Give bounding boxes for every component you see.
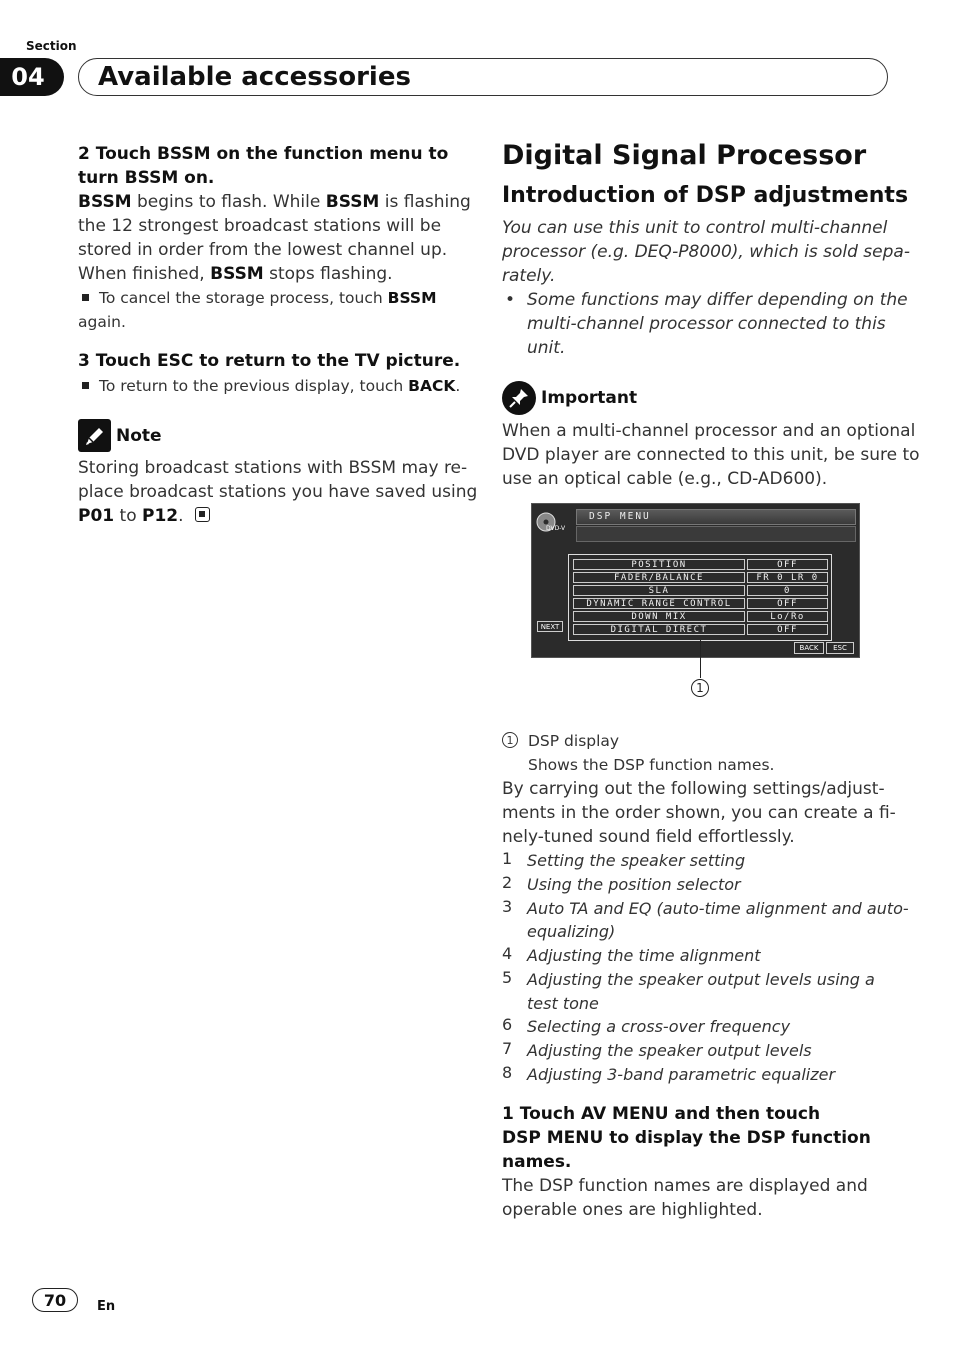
bssm-paragraph-line-3: stored in order from the lowest channel up.	[78, 240, 448, 260]
note-heading	[78, 419, 162, 452]
step-1-title-line-3: names.	[502, 1152, 572, 1172]
dsp-function-list	[568, 554, 832, 641]
step-2-title-line-2: turn BSSM on.	[78, 168, 215, 188]
caption-title: DSP display	[528, 732, 620, 750]
list-item-number: 3	[502, 897, 513, 916]
list-item-number: 4	[502, 944, 513, 963]
dvd-source-icon	[534, 510, 572, 536]
intro-bullet-line-2: multi-channel processor connected to this	[527, 314, 886, 334]
list-item: Adjusting the speaker output levels	[527, 1041, 812, 1060]
section-number: 04	[0, 58, 64, 96]
caption-number: 1	[502, 732, 518, 748]
list-item: Selecting a cross-over frequency	[527, 1017, 791, 1036]
source-label: DVD-V	[546, 525, 566, 532]
body-line-2: ments in the order shown, you can create a fi-	[502, 803, 896, 823]
caption-description: Shows the DSP function names.	[528, 756, 775, 774]
intro-bullet-line-3: unit.	[527, 338, 566, 358]
preset-term: P12	[142, 506, 179, 526]
step-1-title-line-1: 1 Touch AV MENU and then touch	[502, 1104, 821, 1124]
back-button[interactable]: BACK	[794, 642, 824, 654]
dsp-row-value: OFF	[747, 598, 828, 609]
list-item: Auto TA and EQ (auto-time alignment and auto-	[527, 899, 909, 918]
body-line-1: By carrying out the following settings/adjust-	[502, 779, 885, 799]
step-1-body-line-1: The DSP function names are displayed and	[502, 1176, 868, 1196]
list-item-continuation: equalizing)	[527, 922, 616, 941]
note-line-1: Storing broadcast stations with BSSM may re-	[78, 458, 468, 478]
note-line-2: place broadcast stations you have saved using	[78, 482, 478, 502]
dsp-menu-screen	[531, 503, 860, 658]
important-label: Important	[541, 388, 638, 408]
note-label: Note	[116, 425, 162, 446]
dsp-row-name[interactable]: SLA	[573, 585, 745, 596]
list-item: Adjusting the speaker output levels using a	[527, 970, 875, 989]
list-item-continuation: test tone	[527, 994, 599, 1013]
list-item-number: 2	[502, 873, 513, 892]
intro-bullet-line-1: Some functions may differ depending on the	[527, 290, 908, 310]
body-line-3: nely-tuned sound field effortlessly.	[502, 827, 795, 847]
preset-term: P01	[78, 506, 115, 526]
list-item-number: 6	[502, 1015, 513, 1034]
pin-important-icon	[502, 381, 536, 415]
list-item-number: 8	[502, 1063, 513, 1082]
end-mark-icon	[195, 507, 210, 522]
menu-subtitle-bar	[576, 526, 856, 542]
dsp-row-name[interactable]: POSITION	[573, 559, 745, 570]
bssm-paragraph-line-2: the 12 strongest broadcast stations will be	[78, 216, 442, 236]
dsp-row-name[interactable]: DYNAMIC RANGE CONTROL	[573, 598, 745, 609]
list-item-number: 5	[502, 968, 513, 987]
dsp-row-name[interactable]: FADER/BALANCE	[573, 572, 745, 583]
bssm-term: BSSM	[387, 289, 437, 307]
intro-line-2: processor (e.g. DEQ-P8000), which is sold sepa-	[502, 242, 910, 262]
square-bullet-icon	[82, 294, 89, 301]
bssm-paragraph-line-4: When finished, BSSM stops flashing.	[78, 264, 393, 284]
heading-introduction-dsp: Introduction of DSP adjustments	[502, 183, 909, 208]
square-bullet-icon	[82, 382, 89, 389]
dsp-row-value: OFF	[747, 559, 828, 570]
important-line-1: When a multi-channel processor and an optional	[502, 421, 916, 441]
callout-number: 1	[691, 679, 709, 697]
step-1-title-line-2: DSP MENU to display the DSP function	[502, 1128, 871, 1148]
dsp-row-name[interactable]: DOWN MIX	[573, 611, 745, 622]
bssm-term: BSSM	[78, 192, 132, 212]
menu-title-bar	[576, 509, 856, 525]
list-item-number: 1	[502, 849, 513, 868]
important-line-2: DVD player are connected to this unit, be sure to	[502, 445, 920, 465]
back-bullet: To return to the previous display, touch BACK.	[82, 374, 460, 398]
dsp-row-value: OFF	[747, 624, 828, 635]
cancel-bullet-line-1: To cancel the storage process, touch BSSM	[82, 286, 437, 310]
dsp-row-name[interactable]: DIGITAL DIRECT	[573, 624, 745, 635]
section-label: Section	[26, 39, 77, 53]
note-line-3: P01 to P12.	[78, 504, 210, 528]
step-2-title-line-1: 2 Touch BSSM on the function menu to	[78, 144, 449, 164]
intro-line-1: You can use this unit to control multi-channel	[502, 218, 888, 238]
back-term: BACK	[408, 377, 456, 395]
bssm-term: BSSM	[210, 264, 264, 284]
bssm-term: BSSM	[325, 192, 380, 212]
step-1-body-line-2: operable ones are highlighted.	[502, 1200, 763, 1220]
page-number: 70	[32, 1288, 78, 1312]
important-line-3: use an optical cable (e.g., CD-AD600).	[502, 469, 828, 489]
language-code: En	[97, 1299, 116, 1314]
step-3-title: 3 Touch ESC to return to the TV picture.	[78, 351, 461, 371]
pencil-note-icon	[78, 419, 111, 452]
intro-line-3: rately.	[502, 266, 556, 286]
important-heading	[502, 381, 637, 415]
round-bullet-icon: •	[505, 290, 516, 310]
heading-digital-signal-processor: Digital Signal Processor	[502, 140, 867, 171]
list-item: Adjusting 3-band parametric equalizer	[527, 1065, 836, 1084]
dsp-row-value: FR 0 LR 0	[747, 572, 828, 583]
dsp-row-value: 0	[747, 585, 828, 596]
section-title: Available accessories	[98, 62, 411, 92]
list-item: Setting the speaker setting	[527, 851, 746, 870]
list-item: Adjusting the time alignment	[527, 946, 761, 965]
next-button[interactable]: NEXT	[537, 621, 563, 632]
esc-button[interactable]: ESC	[826, 642, 854, 654]
cancel-bullet-line-2: again.	[78, 313, 126, 331]
bssm-paragraph-line-1: BSSM begins to flash. While BSSM is flashing	[78, 192, 471, 212]
dsp-row-value: Lo/Ro	[747, 611, 828, 622]
list-item-number: 7	[502, 1039, 513, 1058]
list-item: Using the position selector	[527, 875, 741, 894]
callout-line	[700, 640, 701, 678]
menu-title: DSP MENU	[589, 511, 651, 522]
